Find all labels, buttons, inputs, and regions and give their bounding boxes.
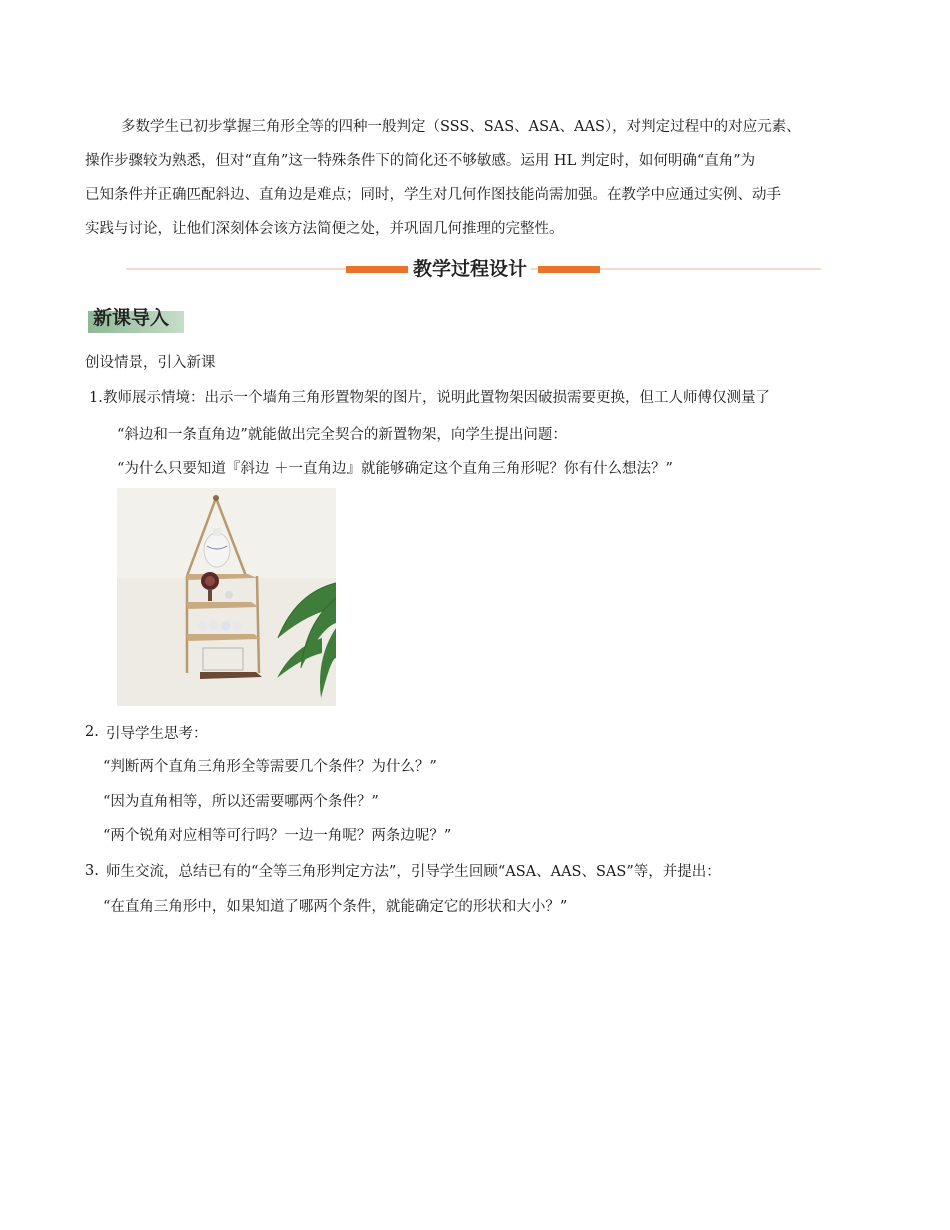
section-tag [88,305,184,333]
step-line: “判断两个直角三角形全等需要几个条件？为什么？” [103,759,437,775]
corner-shelf-illustration [117,488,336,706]
subtitle: 创设情景，引入新课 [85,355,216,371]
step-number: 3. [85,863,99,879]
step-line: “两个锐角对应相等可行吗？一边一角呢？两条边呢？” [103,828,452,844]
step-line: “因为直角相等，所以还需要哪两个条件？” [103,794,379,810]
intro-line: 多数学生已初步掌握三角形全等的四种一般判定（SSS、SAS、ASA、AAS），对判定过程中的对应元素、 [121,119,801,135]
section-title: 教学过程设计 [409,256,531,282]
step-number: 2. [85,724,99,740]
step-line: “在直角三角形中，如果知道了哪两个条件，就能确定它的形状和大小？” [103,899,568,915]
step-line: “斜边和一条直角边”就能做出完全契合的新置物架，向学生提出问题： [117,427,567,443]
step-line: 引导学生思考： [106,726,208,742]
intro-line: 操作步骤较为熟悉，但对“直角”这一特殊条件下的简化还不够敏感。运用 HL 判定时，如何明确“直角”为 [85,153,756,169]
step-line: “为什么只要知道『斜边 ＋一直角边』就能够确定这个直角三角形呢？你有什么想法？” [117,461,673,477]
step-number: 1. [89,390,103,406]
tag-label: 新课导入 [93,307,170,329]
intro-line: 实践与讨论，让他们深刻体会该方法简便之处，并巩固几何推理的完整性。 [85,221,564,237]
step-line: 教师展示情境：出示一个墙角三角形置物架的图片，说明此置物架因破损需要更换，但工人师傅仅测量了 [103,390,770,406]
corner-shelf-photo [117,488,336,706]
intro-line: 已知条件并正确匹配斜边、直角边是难点；同时，学生对几何作图技能尚需加强。在教学中应通过实例、动手 [85,187,781,203]
step-line: 师生交流，总结已有的“全等三角形判定方法”，引导学生回顾“ASA、AAS、SAS”等，并提出： [106,864,721,880]
heading-accent-left [346,266,408,273]
heading-accent-right [538,266,600,273]
